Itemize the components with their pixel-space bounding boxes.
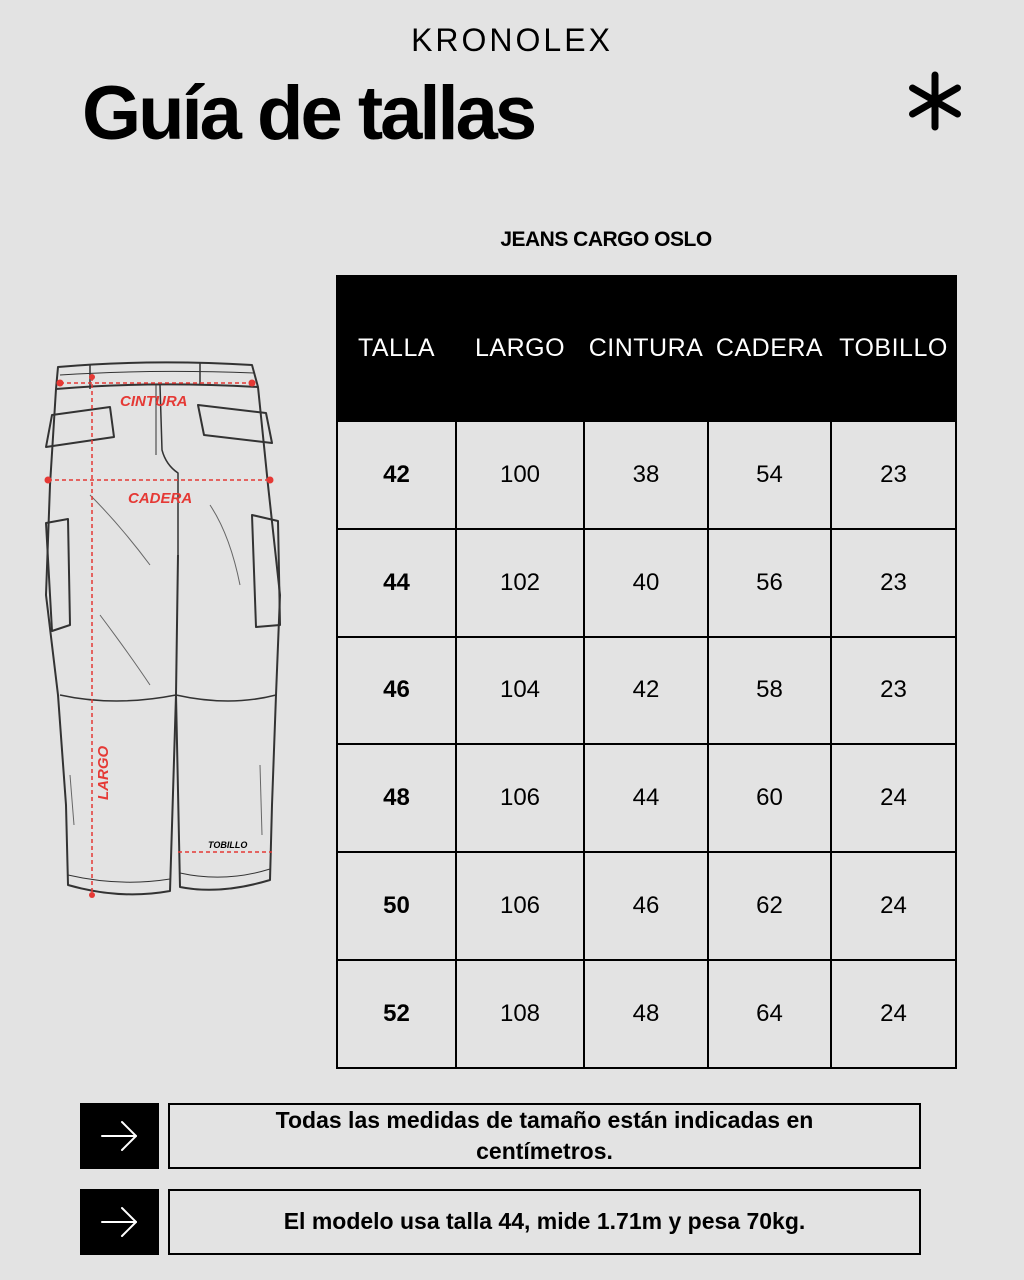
product-name: JEANS CARGO OSLO	[500, 228, 712, 251]
table-row	[337, 852, 956, 960]
cell-cadera: 60	[708, 744, 831, 852]
cell-tobillo: 23	[831, 421, 956, 529]
table-row	[337, 529, 956, 637]
ankle-label: TOBILLO	[208, 840, 248, 850]
cell-largo: 104	[456, 637, 584, 745]
arrow-right-icon	[100, 1204, 140, 1240]
cell-cadera: 62	[708, 852, 831, 960]
header-cadera: CADERA	[708, 276, 831, 421]
cell-cintura: 38	[584, 421, 708, 529]
cell-talla: 48	[337, 744, 456, 852]
cell-cadera: 54	[708, 421, 831, 529]
header-largo: LARGO	[456, 276, 584, 421]
header-tobillo: TOBILLO	[831, 276, 956, 421]
cell-tobillo: 23	[831, 637, 956, 745]
note-arrow-box	[80, 1103, 159, 1169]
hip-label: CADERA	[128, 490, 193, 507]
cell-tobillo: 24	[831, 960, 956, 1068]
cell-cadera: 64	[708, 960, 831, 1068]
cell-talla: 46	[337, 637, 456, 745]
pants-diagram	[30, 355, 290, 905]
cell-cintura: 42	[584, 637, 708, 745]
note-model: El modelo usa talla 44, mide 1.71m y pesa 70kg.	[168, 1189, 921, 1255]
table-row	[337, 421, 956, 529]
cell-cintura: 44	[584, 744, 708, 852]
cell-largo: 100	[456, 421, 584, 529]
table-row	[337, 637, 956, 745]
cell-largo: 106	[456, 744, 584, 852]
page-title: Guía de tallas	[82, 71, 535, 156]
asterisk-icon	[904, 70, 966, 132]
brand-logo: KRONOLEX	[411, 22, 613, 58]
waist-label: CINTURA	[120, 393, 188, 410]
header-cintura: CINTURA	[584, 276, 708, 421]
cell-cadera: 56	[708, 529, 831, 637]
cell-talla: 44	[337, 529, 456, 637]
header-talla: TALLA	[337, 276, 456, 421]
cell-tobillo: 24	[831, 744, 956, 852]
cell-talla: 50	[337, 852, 456, 960]
note-arrow-box	[80, 1189, 159, 1255]
cell-tobillo: 24	[831, 852, 956, 960]
cell-largo: 106	[456, 852, 584, 960]
table-row	[337, 960, 956, 1068]
cell-largo: 108	[456, 960, 584, 1068]
cell-talla: 42	[337, 421, 456, 529]
size-table	[336, 275, 957, 1069]
cell-cintura: 48	[584, 960, 708, 1068]
cell-cintura: 46	[584, 852, 708, 960]
cell-cintura: 40	[584, 529, 708, 637]
cell-largo: 102	[456, 529, 584, 637]
table-header-row	[337, 276, 956, 421]
note-units: Todas las medidas de tamaño están indicadas en centímetros.	[168, 1103, 921, 1169]
length-label: LARGO	[95, 745, 112, 800]
cell-tobillo: 23	[831, 529, 956, 637]
cell-cadera: 58	[708, 637, 831, 745]
arrow-right-icon	[100, 1118, 140, 1154]
table-row	[337, 744, 956, 852]
cell-talla: 52	[337, 960, 456, 1068]
